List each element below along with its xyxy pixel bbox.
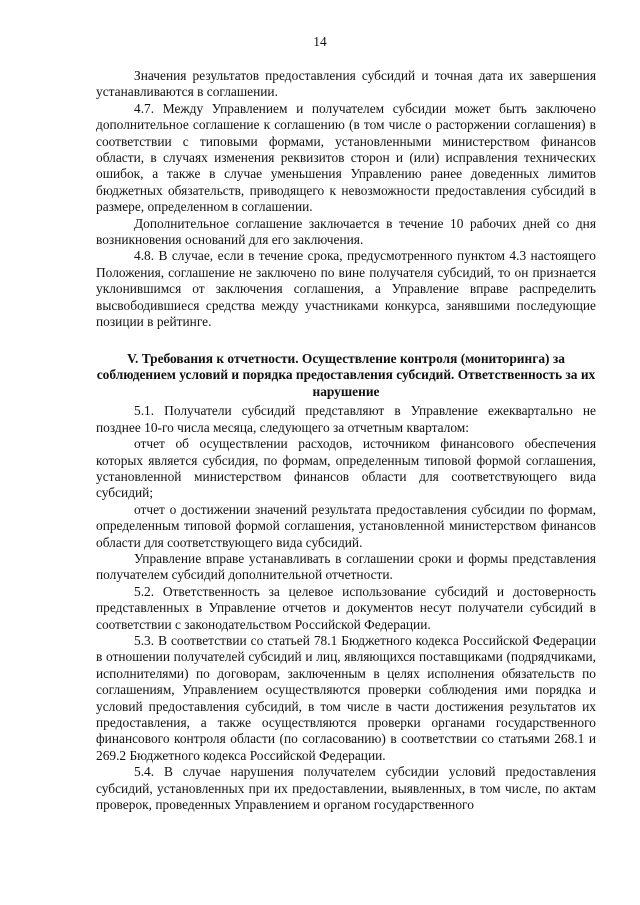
paragraph-expense-report: отчет об осуществлении расходов, источником финансового обеспечения которых является субсидия, по формам, определенным типовой формой соглашения, установленной министерством финансов области для соответствующего вида субсидий; <box>96 436 596 501</box>
paragraph-5-2: 5.2. Ответственность за целевое использование субсидий и достоверность представленных в Управление отчетов и документов несут получатели субсидий в соответствии с законодательством Российской Федерации. <box>96 583 596 632</box>
paragraph-5-3: 5.3. В соответствии со статьей 78.1 Бюджетного кодекса Российской Федерации в отношении получателей субсидий и лиц, являющихся поставщиками (подрядчиками, исполнителями) по договорам, заключенным в целях исполнения обязательств по соглашениям, Управлением осуществляются проверки соблюдения ими порядка и условий предоставления субсидий, в том числе в части достижения результатов их предоставления, а также осуществляются проверки органами государственного финансового контроля области (по согласованию) в соответствии со статьями 268.1 и 269.2 Бюджетного кодекса Российской Федерации. <box>96 632 596 763</box>
document-body <box>96 68 596 813</box>
paragraph-additional-reporting: Управление вправе устанавливать в соглашении сроки и формы представления получателем субсидий дополнительной отчетности. <box>96 550 596 583</box>
paragraph-result-report: отчет о достижении значений результата предоставления субсидии по формам, определенным типовой формой соглашения, установленной министерством финансов области для соответствующего вида субсидий. <box>96 501 596 550</box>
paragraph-results-dates: Значения результатов предоставления субсидий и точная дата их завершения устанавливаются в соглашении. <box>96 68 596 100</box>
paragraph-4-8: 4.8. В случае, если в течение срока, предусмотренного пунктом 4.3 настоящего Положения, соглашение не заключено по вине получателя субсидий, то он признается уклонившимся от заключения соглашения, а Управление вправе распределить высвободившиеся средства между участниками конкурса, занявшими последующие позиции в рейтинге. <box>96 248 596 330</box>
paragraph-additional-agreement: Дополнительное соглашение заключается в течение 10 рабочих дней со дня возникновения оснований для его заключения. <box>96 215 596 248</box>
paragraph-4-7: 4.7. Между Управлением и получателем субсидии может быть заключено дополнительное соглашение к соглашению (в том числе о расторжении соглашения) в соответствии с типовыми формами, установленными министерством финансов области, в случаях изменения реквизитов сторон и (или) исправления технических ошибок, а также в случае уменьшения Управлению ранее доведенных лимитов бюджетных обязательств, приводящего к невозможности предоставления субсидий в размере, определенном в соглашении. <box>96 100 596 215</box>
paragraph-5-4: 5.4. В случае нарушения получателем субсидии условий предоставления субсидий, установленных при их предоставлении, выявленных, в том числе, по актам проверок, проведенных Управлением и органом государственного <box>96 764 596 813</box>
section-heading: V. Требования к отчетности. Осуществление контроля (мониторинга) за соблюдением условий и порядка предоставления субсидий. Ответственность за их нарушение <box>96 350 596 399</box>
paragraph-5-1: 5.1. Получатели субсидий представляют в Управление ежеквартально не позднее 10-го числа месяца, следующего за отчетным кварталом: <box>96 403 596 435</box>
page-number: 14 <box>313 34 327 49</box>
